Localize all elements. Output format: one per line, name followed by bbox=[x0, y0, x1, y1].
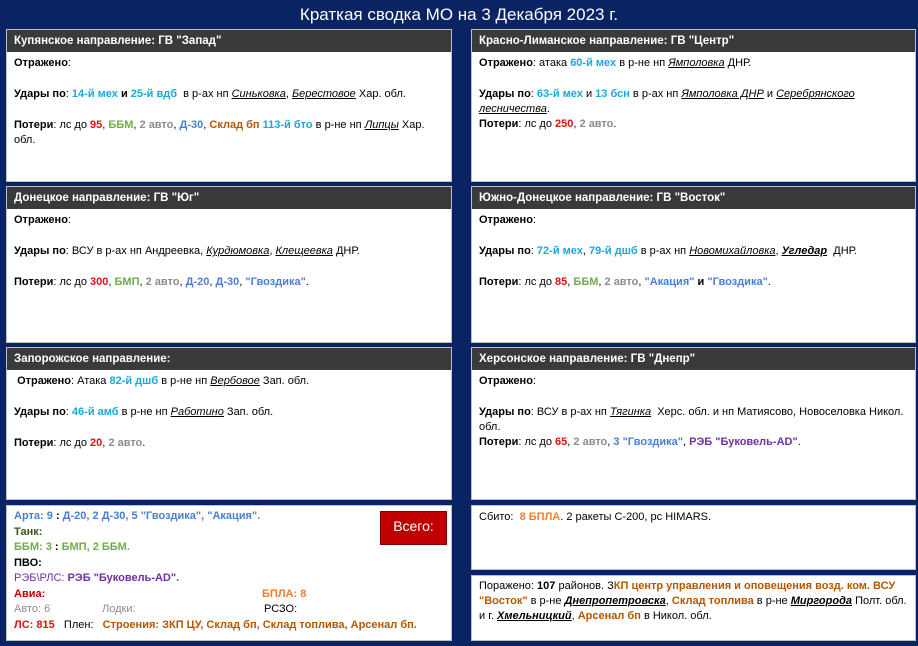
panel-header: Южно-Донецкое направление: ГВ "Восток" bbox=[472, 187, 915, 209]
panel-west bbox=[6, 29, 452, 182]
repelled-line: Отражено: bbox=[14, 57, 71, 69]
panel-center bbox=[471, 29, 916, 182]
page-title: Краткая сводка МО на 3 Декабря 2023 г. bbox=[299, 5, 619, 24]
losses-line: Потери: лс до 250, 2 авто. bbox=[479, 118, 617, 130]
losses-line: Потери: лс до 95, ББМ, 2 авто, Д-30, Склад бп 113-й бто в р-не нп Липцы Хар. обл. bbox=[14, 119, 425, 146]
repelled-line: Отражено: атака 60-й мех в р-не нп Ямполовка ДНР. bbox=[479, 57, 752, 69]
panel-shotdown bbox=[471, 505, 916, 570]
panel-header: Донецкое направление: ГВ "Юг" bbox=[7, 187, 451, 209]
panel-header: Запорожское направление: bbox=[7, 348, 451, 370]
panel-hit bbox=[471, 575, 916, 641]
panel-south bbox=[6, 186, 452, 343]
losses-line: Потери: лс до 65, 2 авто, 3 "Гвоздика", РЭБ "Буковель-AD". bbox=[479, 436, 801, 448]
total-badge: Всего: bbox=[380, 511, 447, 545]
totals-ew: РЭБ\РЛС: РЭБ "Буковель-AD". bbox=[14, 572, 180, 584]
panel-totals bbox=[6, 505, 452, 641]
strikes-line: Удары по: 14-й мех и 25-й вдб в р-ах нп Синьковка, Берестовое Хар. обл. bbox=[14, 88, 406, 100]
totals-avia-uav: Авиа: БПЛА: 8 bbox=[14, 587, 307, 600]
strikes-line: Удары по: 72-й мех, 79-й дшб в р-ах нп Новомихайловка, Угледар ДНР. bbox=[479, 245, 857, 257]
losses-line: Потери: лс до 20, 2 авто. bbox=[14, 437, 146, 449]
repelled-line: Отражено: Атака 82-й дшб в р-не нп Вербовое Зап. обл. bbox=[17, 375, 310, 387]
strikes-line: Удары по: ВСУ в р-ах нп Андреевка, Курдюмовка, Клещеевка ДНР. bbox=[14, 245, 360, 257]
panel-header: Купянское направление: ГВ "Запад" bbox=[7, 30, 451, 52]
strikes-line: Удары по: ВСУ в р-ах нп Тягинка Херс. обл. и нп Матиясово, Новоселовка Никол. обл. bbox=[479, 406, 904, 433]
losses-line: Потери: лс до 85, ББМ, 2 авто, "Акация" и "Гвоздика". bbox=[479, 276, 771, 288]
losses-line: Потери: лс до 300, БМП, 2 авто, Д-20, Д-30, "Гвоздика". bbox=[14, 276, 309, 288]
panel-header: Красно-Лиманское направление: ГВ "Центр" bbox=[472, 30, 915, 52]
totals-bbm: ББМ: 3 : БМП, 2 ББМ. bbox=[14, 541, 130, 553]
totals-arta: Арта: 9 : Д-20, 2 Д-30, 5 "Гвоздика", "Акация". bbox=[14, 510, 261, 522]
strikes-line: Удары по: 63-й мех и 13 бсн в р-ах нп Ямполовка ДНР и Серебрянского лесничества. bbox=[479, 88, 855, 115]
shotdown-line: Сбито: 8 БПЛА. 2 ракеты С-200, рс HIMARS. bbox=[479, 511, 712, 523]
strikes-line: Удары по: 46-й амб в р-не нп Работино Зап. обл. bbox=[14, 406, 274, 418]
totals-auto-boats: Авто: 6 Лодки: РСЗО: bbox=[14, 603, 298, 615]
repelled-line: Отражено: bbox=[479, 375, 536, 387]
panel-east bbox=[471, 186, 916, 343]
totals-ls: ЛС: 815 Плен: Строения: ЗКП ЦУ, Склад бп, Склад топлива, Арсенал бп. bbox=[14, 618, 417, 631]
panel-header: Херсонское направление: ГВ "Днепр" bbox=[472, 348, 915, 370]
totals-tank: Танк: bbox=[14, 525, 43, 538]
repelled-line: Отражено: bbox=[14, 214, 71, 226]
totals-pvo: ПВО: bbox=[14, 556, 42, 569]
panel-zaporozhye bbox=[6, 347, 452, 500]
repelled-line: Отражено: bbox=[479, 214, 536, 226]
hit-line: Поражено: 107 районов. ЗКП центр управления и оповещения возд. ком. ВСУ "Восток" в р-не Днепропетровска, Склад топлива в р-не Миргорода Полт. обл. и г. Хмельницкий, Арсенал бп в Никол. обл. bbox=[479, 580, 907, 622]
panel-dnepr bbox=[471, 347, 916, 500]
